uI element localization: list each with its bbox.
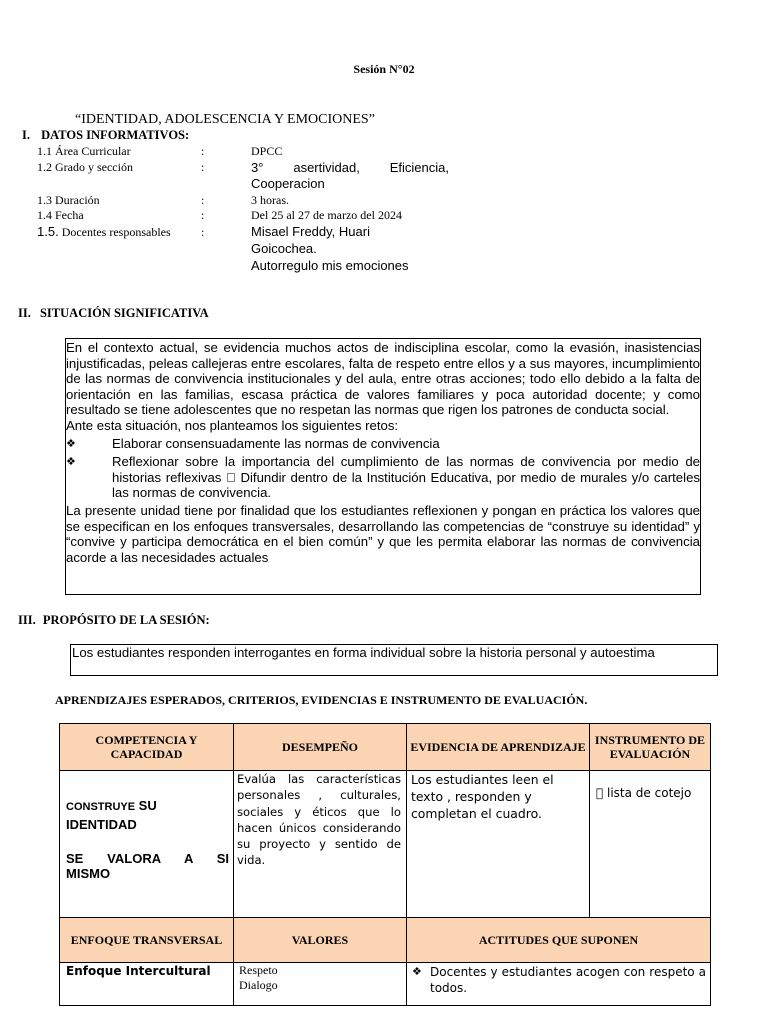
competencia-cell <box>60 771 234 918</box>
desempeno-cell <box>234 771 407 918</box>
valor-text: Dialogo <box>239 978 278 992</box>
desempeno-text: Evalúa las características personales , culturales, sociales y éticos que lo hacen únicos considerando su proyecto y sentido de vida. <box>237 772 401 868</box>
evidencia-cell <box>407 771 590 918</box>
table-row <box>60 771 711 918</box>
section-title: SITUACIÓN SIGNIFICATIVA <box>39 306 209 320</box>
header-desempeno: DESEMPEÑO <box>234 724 407 771</box>
docentes-label <box>37 224 171 240</box>
docentes-text: Docentes responsables <box>61 225 171 239</box>
colon: : <box>201 160 205 174</box>
situacion-box <box>65 338 701 595</box>
competencia-rest: SU IDENTIDAD <box>66 798 157 832</box>
header-competencia: COMPETENCIA Y CAPACIDAD <box>60 724 234 771</box>
competencia-small: CONSTRUYE <box>66 801 136 813</box>
header-evidencia: EVIDENCIA DE APRENDIZAJE <box>407 724 590 771</box>
grado-label: 1.2 Grado y sección <box>37 160 133 174</box>
session-title: Sesión N°02 <box>353 62 415 76</box>
bullet-icon: ❖ <box>412 965 422 978</box>
section-number: III. <box>18 613 36 627</box>
list-item <box>66 454 700 501</box>
section-number: I. <box>22 128 30 142</box>
colon: : <box>201 144 205 158</box>
docentes-value-3: Autorregulo mis emociones <box>251 258 409 273</box>
evaluation-table <box>59 723 711 1006</box>
duracion-value: 3 horas. <box>251 193 289 207</box>
actitud-text: Docentes y estudiantes acogen con respeto a todos. <box>430 965 706 995</box>
proposito-box <box>70 644 718 676</box>
actitudes-cell <box>407 963 711 1006</box>
section-title: DATOS INFORMATIVOS: <box>41 128 190 142</box>
table-row <box>60 963 711 1006</box>
colon: : <box>201 193 205 207</box>
session-subtitle: “IDENTIDAD, ADOLESCENCIA Y EMOCIONES” <box>75 112 375 127</box>
list-item <box>412 964 706 996</box>
header-valores: VALORES <box>234 918 407 963</box>
situacion-paragraph: La presente unidad tiene por finalidad que los estudiantes reflexionen y pongan en práctica los valores que se especifican en los enfoques transversales, desarrollando las competencias de “construye su identidad” y “convive y participa democrática en el bien común” y que les permita elaborar las normas de convivencia acorde a las necesidades actuales <box>66 502 700 565</box>
list-item-text: Reflexionar sobre la importancia del cumplimiento de las normas de convivencia por medio de historias reflexivas   Difundir dentro de la Institución Educativa, por medio de murales y/o carteles las normas de convivencia. <box>112 454 700 501</box>
bullet-icon: ❖ <box>66 455 76 469</box>
section-number: II. <box>18 306 31 320</box>
area-label: 1.1 Área Curricular <box>37 144 131 158</box>
proposito-text: Los estudiantes responden interrogantes en forma individual sobre la historia personal y autoestima <box>72 645 655 660</box>
header-enfoque: ENFOQUE TRANSVERSAL <box>60 918 234 963</box>
instrumento-cell <box>590 771 711 918</box>
table-header-row <box>60 918 711 963</box>
evidencia-text: Los estudiantes leen el texto , responden y completan el cuadro. <box>411 772 554 821</box>
enfoque-cell <box>60 963 234 1006</box>
header-actitudes: ACTITUDES QUE SUPONEN <box>407 918 711 963</box>
enfoque-text: Enfoque Intercultural <box>66 964 211 978</box>
section-proposito-heading <box>18 613 210 628</box>
aprendizajes-heading: APRENDIZAJES ESPERADOS, CRITERIOS, EVIDENCIAS E INSTRUMENTO DE EVALUACIÓN. <box>55 693 588 707</box>
colon: : <box>201 208 205 222</box>
valores-cell <box>234 963 407 1006</box>
capacidad-text: SE VALORA A SI MISMO <box>66 851 229 881</box>
docentes-value-1: Misael Freddy, Huari <box>251 224 370 239</box>
section-title: PROPÓSITO DE LA SESIÓN: <box>42 613 210 627</box>
docentes-number: 1.5. <box>37 224 59 239</box>
situacion-paragraph: En el contexto actual, se evidencia muchos actos de indisciplina escolar, como la evasión, inasistencias injustificadas, peleas callejeras entre escolares, falta de respeto entre ellos y a sus mayores, incumplimiento de las normas de convivencia institucionales y del aula, entre otras acciones; todo ello debido a la falta de orientación en las familias, escasa práctica de valores familiares y poca autoridad docente; y como resultado se tiene adolescentes que no respetan las normas que rigen los patrones de conducta social. <box>66 340 700 418</box>
docentes-value-2: Goicochea. <box>251 241 317 256</box>
situacion-paragraph: Ante esta situación, nos planteamos los siguientes retos: <box>66 417 399 433</box>
grado-value: 3° asertividad, Eficiencia, Cooperacion <box>251 160 449 191</box>
header-instrumento: INSTRUMENTO DE EVALUACIÓN <box>590 724 711 771</box>
fecha-value: Del 25 al 27 de marzo del 2024 <box>251 208 402 222</box>
valor-text: Respeto <box>239 963 278 977</box>
fecha-label: 1.4 Fecha <box>37 208 84 222</box>
list-item-text: Elaborar consensuadamente las normas de convivencia <box>112 435 440 451</box>
area-value: DPCC <box>251 144 283 158</box>
colon: : <box>201 225 205 239</box>
table-header-row <box>60 724 711 771</box>
competencia-text <box>66 797 228 833</box>
list-item <box>66 436 700 452</box>
bullet-icon: ❖ <box>66 436 76 450</box>
instrumento-text:   lista de cotejo <box>596 786 692 800</box>
section-situacion-heading <box>18 306 209 321</box>
section-datos-heading <box>22 128 189 143</box>
duracion-label: 1.3 Duración <box>37 193 100 207</box>
